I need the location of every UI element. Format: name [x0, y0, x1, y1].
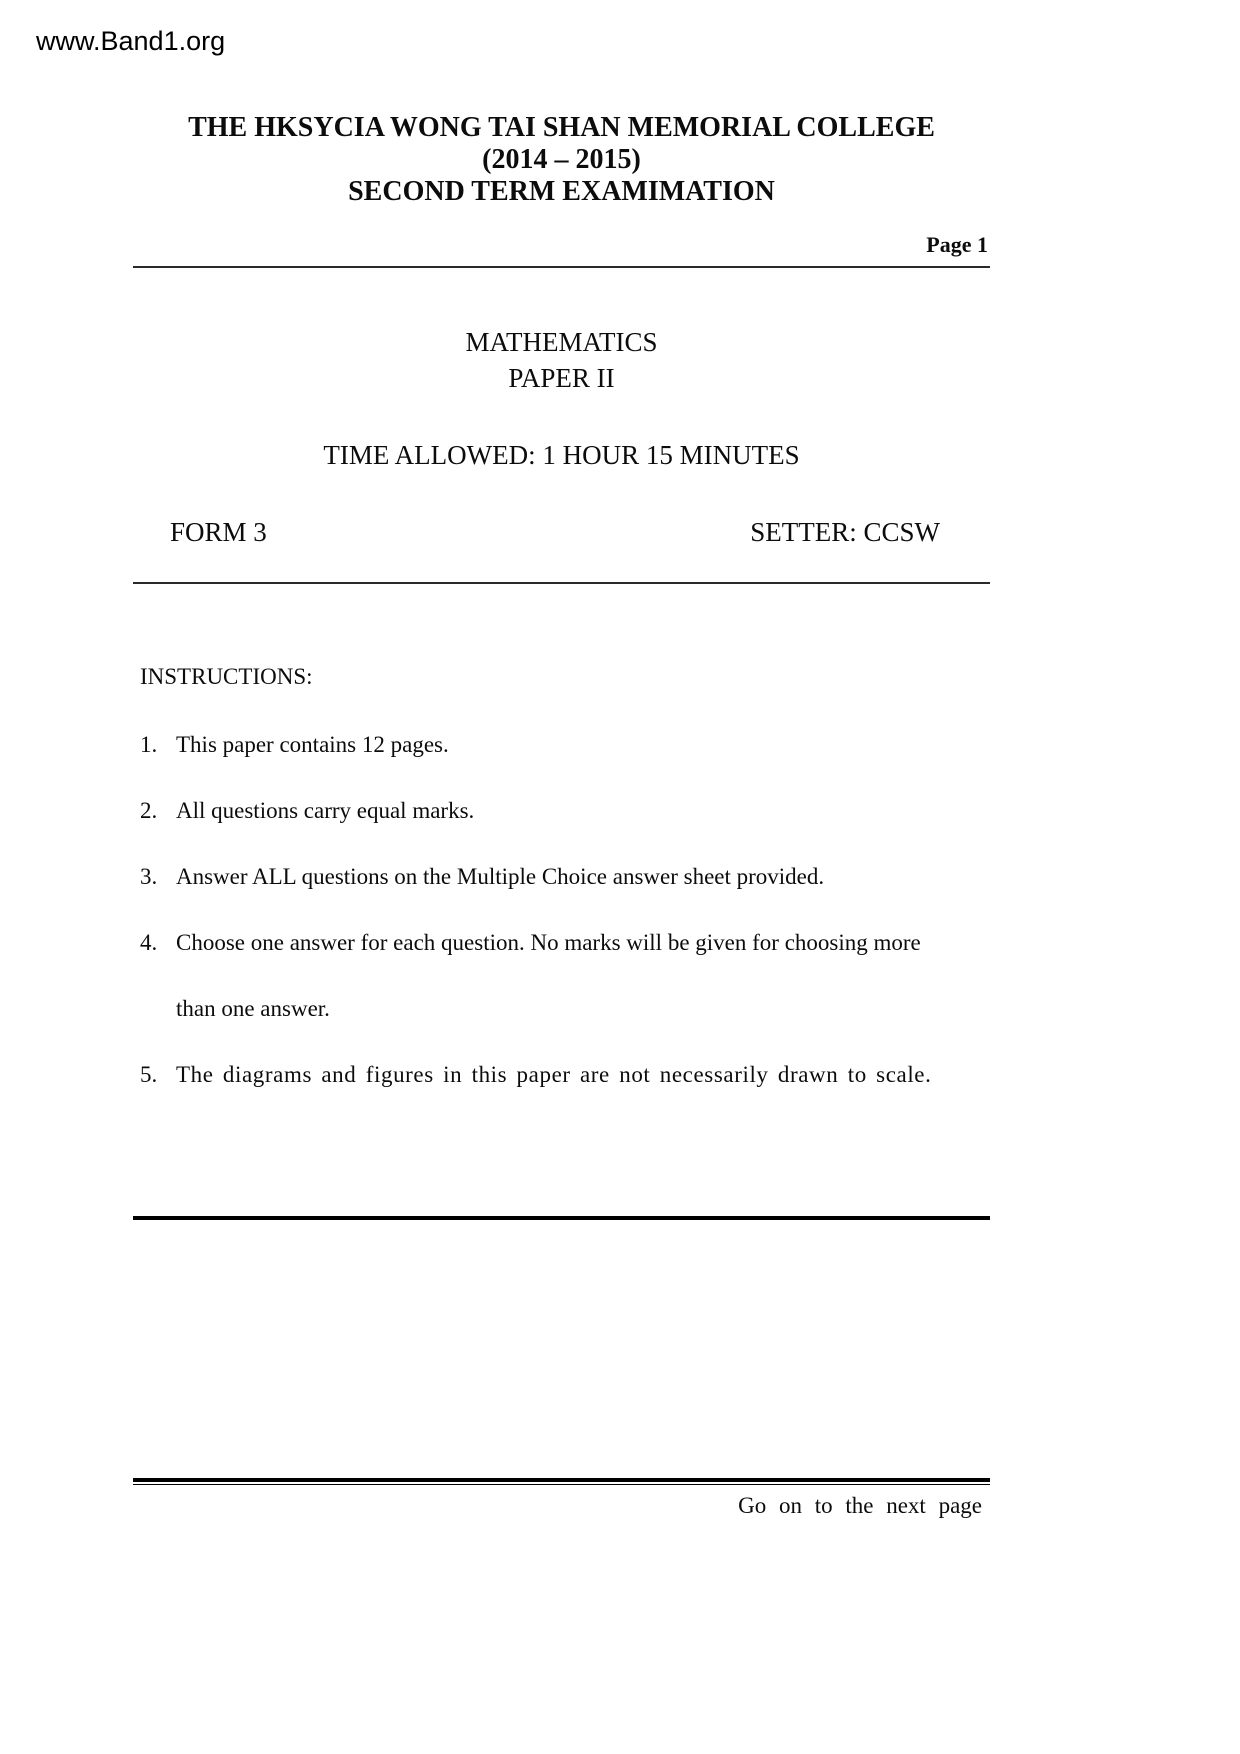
list-item — [133, 778, 990, 844]
list-item-number: 1. — [140, 732, 158, 757]
list-item-number: 5. — [140, 1062, 158, 1087]
list-item — [133, 1042, 990, 1108]
list-item — [133, 910, 990, 1042]
exam-year: (2014 – 2015) — [482, 144, 641, 175]
form-setter-row — [133, 517, 990, 548]
section-end-rule — [133, 1216, 990, 1220]
list-item-text: This paper contains 12 pages. — [176, 732, 449, 757]
form-label: FORM 3 — [170, 517, 267, 547]
list-item-text: Choose one answer for each question. No marks will be given for choosing more than one answer. — [176, 930, 921, 1021]
setter-label: SETTER: CCSW — [750, 517, 940, 547]
exam-header — [133, 112, 990, 208]
list-item-number: 3. — [140, 864, 158, 889]
header-divider-rule — [133, 582, 990, 584]
exam-term-title: SECOND TERM EXAMIMATION — [348, 176, 775, 207]
list-item-number: 2. — [140, 798, 158, 823]
page-label-row — [133, 232, 990, 268]
list-item — [133, 712, 990, 778]
paper-title: PAPER II — [508, 363, 615, 393]
instructions-list — [133, 712, 990, 1108]
list-item — [133, 844, 990, 910]
list-item-text: Answer ALL questions on the Multiple Choice answer sheet provided. — [176, 864, 825, 889]
go-on-next-page-label: Go on to the next page — [738, 1493, 982, 1518]
subject-block — [133, 324, 990, 396]
page-number-label: Page 1 — [926, 232, 988, 257]
list-item-number: 4. — [140, 930, 158, 955]
site-watermark: www.Band1.org — [36, 26, 226, 56]
time-allowed-label: TIME ALLOWED: 1 HOUR 15 MINUTES — [323, 440, 800, 470]
subject-title: MATHEMATICS — [465, 327, 658, 357]
page-footer — [133, 1478, 990, 1519]
list-item-text: The diagrams and figures in this paper are not necessarily drawn to scale. — [176, 1062, 932, 1087]
page-content — [133, 0, 990, 1220]
footer-rule-thin — [133, 1484, 990, 1485]
list-item-text: All questions carry equal marks. — [176, 798, 475, 823]
footer-rule-thick — [133, 1478, 990, 1482]
instructions-heading: INSTRUCTIONS: — [140, 664, 313, 689]
school-name: THE HKSYCIA WONG TAI SHAN MEMORIAL COLLEGE — [188, 112, 935, 143]
